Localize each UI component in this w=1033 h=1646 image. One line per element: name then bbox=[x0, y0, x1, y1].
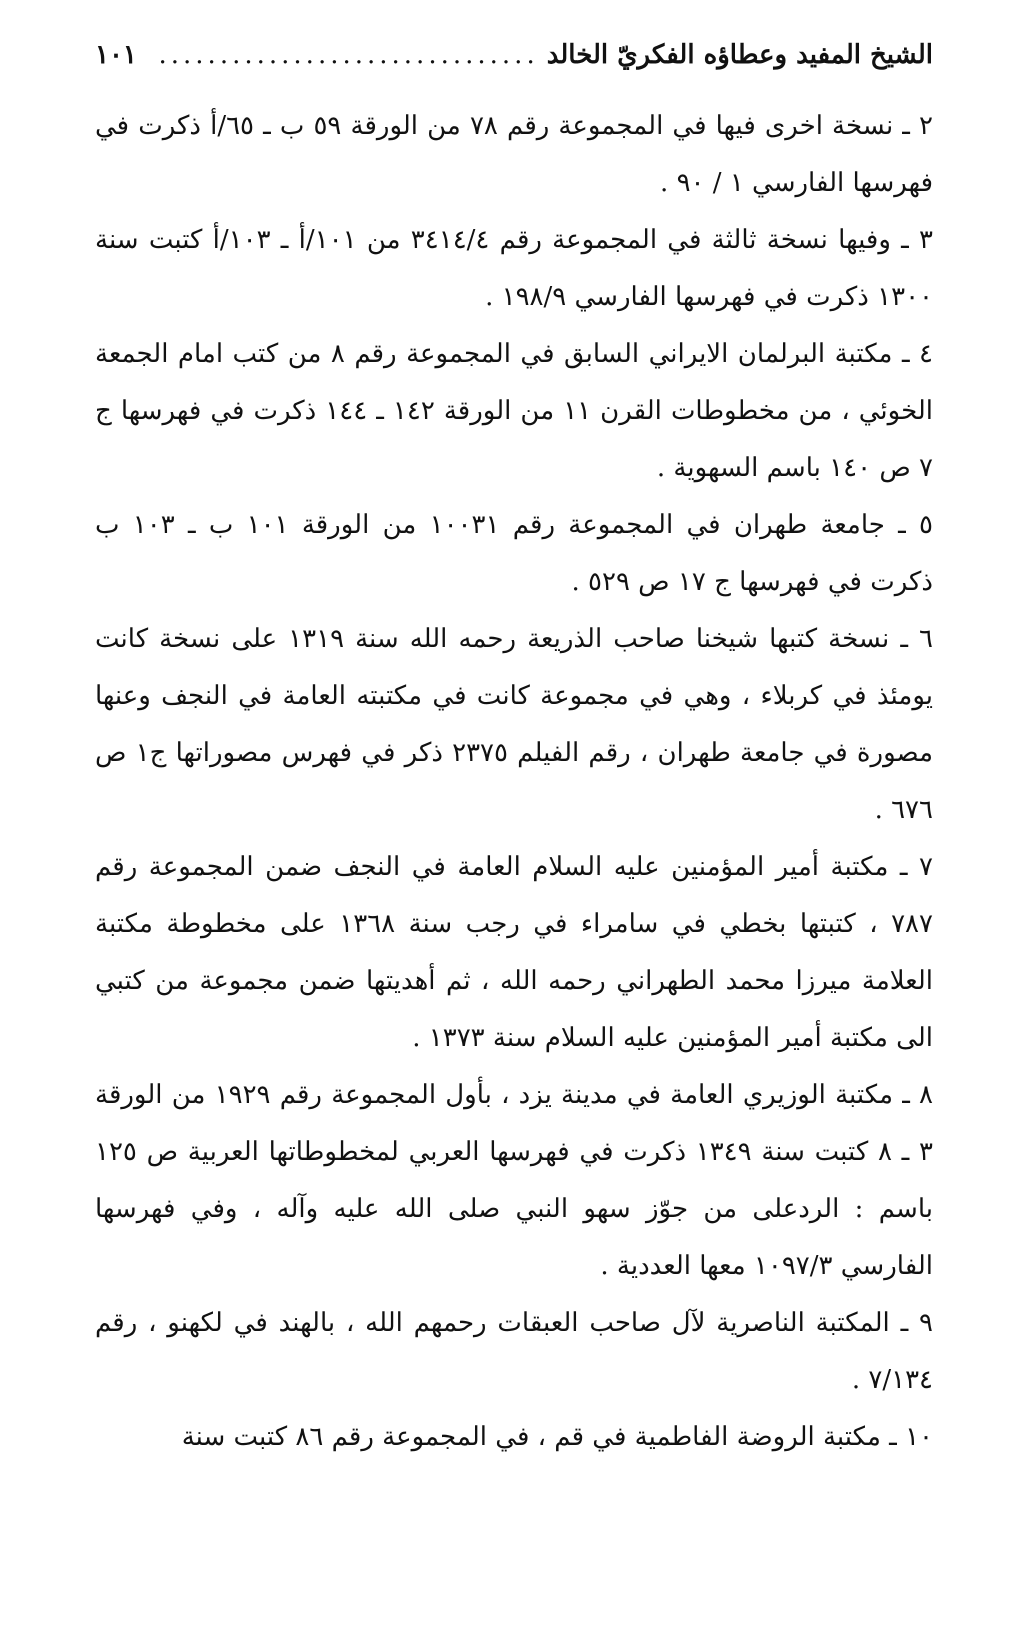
manuscript-list bbox=[95, 98, 933, 1466]
running-head-title: الشيخ المفيد وعطاؤه الفكريّ الخالد bbox=[546, 40, 933, 70]
list-item: ٨ ـ مكتبة الوزيري العامة في مدينة يزد ، بأول المجموعة رقم ١٩٢٩ من الورقة ٣ ـ ٨ كتبت سنة ١٣٤٩ ذكرت في فهرسها العربي لمخطوطاتها العربية ص ١٢٥ باسم : الردعلى من جوّز سهو النبي صلى الله عليه وآله ، وفي فهرسها الفارسي ١٠٩٧/٣ معها العددية . bbox=[95, 1080, 933, 1281]
list-item: ٢ ـ نسخة اخرى فيها في المجموعة رقم ٧٨ من الورقة ٥٩ ب ـ ٦٥/أ ذكرت في فهرسها الفارسي ١ / ٩٠ . bbox=[95, 111, 933, 198]
dot-leader: ............................... bbox=[158, 40, 539, 70]
running-head bbox=[95, 40, 933, 84]
list-item: ١٠ ـ مكتبة الروضة الفاطمية في قم ، في المجموعة رقم ٨٦ كتبت سنة bbox=[181, 1422, 933, 1452]
page-number: ١٠١ bbox=[95, 40, 137, 70]
list-item: ٧ ـ مكتبة أمير المؤمنين عليه السلام العامة في النجف ضمن المجموعة رقم ٧٨٧ ، كتبتها بخطي في سامراء في رجب سنة ١٣٦٨ على مخطوطة مكتبة العلامة ميرزا محمد الطهراني رحمه الله ، ثم أهديتها ضمن مجموعة من كتبي الى مكتبة أمير المؤمنين عليه السلام سنة ١٣٧٣ . bbox=[95, 852, 933, 1053]
book-page bbox=[95, 40, 933, 1466]
list-item: ٥ ـ جامعة طهران في المجموعة رقم ١٠٠٣١ من الورقة ١٠١ ب ـ ١٠٣ ب ذكرت في فهرسها ج ١٧ ص ٥٢٩ . bbox=[95, 510, 934, 597]
list-item: ٤ ـ مكتبة البرلمان الايراني السابق في المجموعة رقم ٨ من كتب امام الجمعة الخوئي ، من مخطوطات القرن ١١ من الورقة ١٤٢ ـ ١٤٤ ذكرت في فهرسها ج ٧ ص ١٤٠ باسم السهوية . bbox=[95, 339, 934, 483]
list-item: ٩ ـ المكتبة الناصرية لآل صاحب العبقات رحمهم الله ، بالهند في لكهنو ، رقم ٧/١٣٤ . bbox=[95, 1308, 933, 1395]
list-item: ٣ ـ وفيها نسخة ثالثة في المجموعة رقم ٣٤١٤/٤ من ١٠١/أ ـ ١٠٣/أ كتبت سنة ١٣٠٠ ذكرت في فهرسها الفارسي ١٩٨/٩ . bbox=[95, 225, 933, 312]
list-item: ٦ ـ نسخة كتبها شيخنا صاحب الذريعة رحمه الله سنة ١٣١٩ على نسخة كانت يومئذ في كربلاء ، وهي في مجموعة كانت في مكتبته العامة في النجف وعنها مصورة في جامعة طهران ، رقم الفيلم ٢٣٧٥ ذكر في فهرس مصوراتها ج١ ص ٦٧٦ . bbox=[95, 624, 934, 825]
